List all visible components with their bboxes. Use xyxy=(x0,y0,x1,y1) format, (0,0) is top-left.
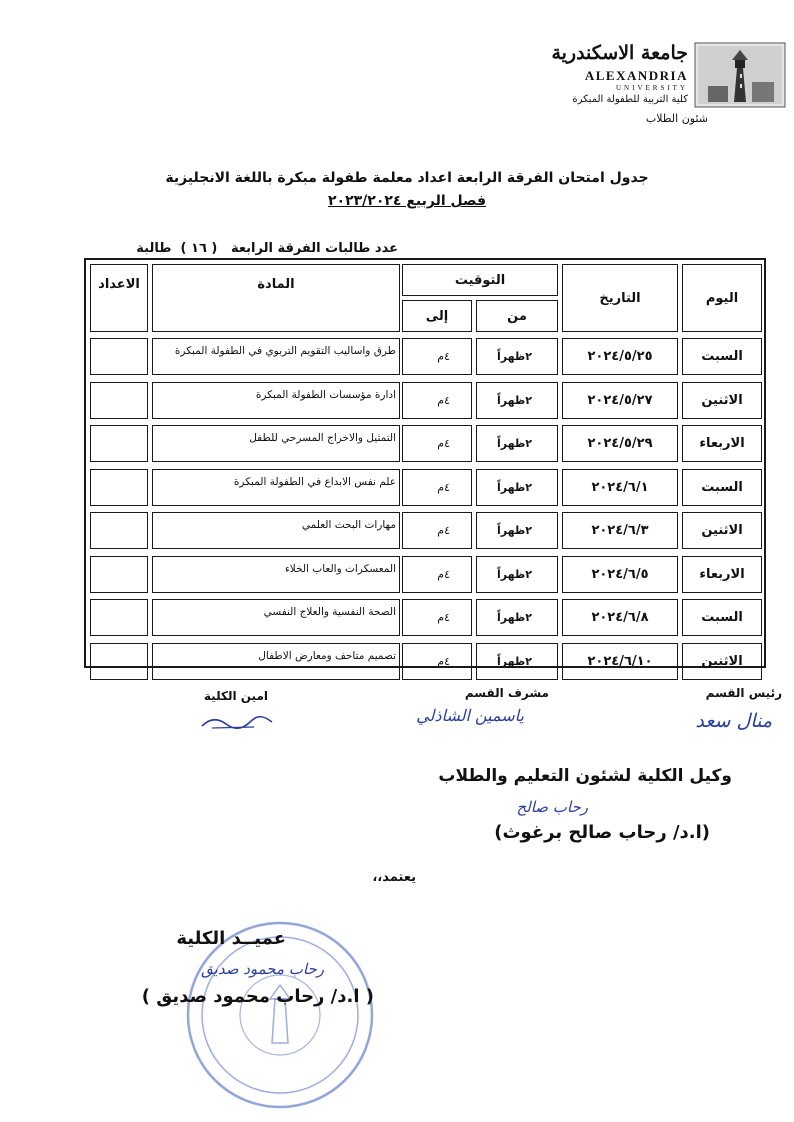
cell-day: الاثنين xyxy=(701,393,743,408)
cell-date: ٢٠٢٤/٦/٨ xyxy=(591,610,649,625)
cell-count xyxy=(90,469,148,506)
cell-subject: طرق واساليب التقويم التربوي في الطفولة المبكرة xyxy=(174,344,396,357)
cell-count xyxy=(90,643,148,680)
cell-to: ٤م xyxy=(437,481,450,494)
approved-label: يعتمد،، xyxy=(372,870,416,885)
university-name-ar: جامعة الاسكندرية xyxy=(551,42,688,64)
faculty-secretary-label: امين الكلية xyxy=(203,689,268,703)
cell-from: ٢ظهراً xyxy=(497,481,532,494)
dean-name: ( ا.د/ رحاب محمود صديق ) xyxy=(141,986,374,1007)
vice-dean-signature: رحاب صالح xyxy=(516,798,588,816)
faculty-secretary-signature-icon xyxy=(196,708,276,736)
vice-dean-title: وكيل الكلية لشئون التعليم والطلاب xyxy=(438,766,732,786)
cell-from: ٢ظهراً xyxy=(497,394,532,407)
cell-date: ٢٠٢٤/٦/٥ xyxy=(591,567,649,582)
semester-title xyxy=(0,193,794,209)
cell-day: الاربعاء xyxy=(699,567,745,582)
cell-count xyxy=(90,512,148,549)
head-of-department-signature: منال سعد xyxy=(695,710,772,732)
cell-count xyxy=(90,425,148,462)
dean-signature: رحاب محمود صديق xyxy=(201,960,324,978)
cell-day: الاثنين xyxy=(701,523,743,538)
department-supervisor-label: مشرف القسم xyxy=(464,686,549,700)
cell-day: الاربعاء xyxy=(699,436,745,451)
cell-day: السبت xyxy=(701,610,743,625)
cell-count xyxy=(90,599,148,636)
head-of-department-label: رئيس القسم xyxy=(705,686,782,700)
header-day: اليوم xyxy=(705,290,739,306)
cell-subject: التمثيل والاخراج المسرحي للطفل xyxy=(249,431,396,444)
cell-date: ٢٠٢٤/٦/١ xyxy=(591,480,649,495)
university-name-en: ALEXANDRIA xyxy=(584,68,688,83)
cell-day: الاثنين xyxy=(701,654,743,669)
cell-from: ٢ظهراً xyxy=(497,350,532,363)
header-count: الاعداد xyxy=(98,276,140,292)
faculty-name: كلية التربية للطفولة المبكرة xyxy=(572,94,688,105)
header-timing: التوقيت xyxy=(454,272,506,288)
university-logo xyxy=(551,42,786,112)
cell-date: ٢٠٢٤/٦/١٠ xyxy=(587,654,653,669)
exam-schedule-table xyxy=(84,258,766,668)
cell-date: ٢٠٢٤/٥/٢٥ xyxy=(587,349,653,364)
vice-dean-name: (ا.د/ رحاب صالح برغوث) xyxy=(494,822,710,843)
cell-count xyxy=(90,556,148,593)
cell-from: ٢ظهراً xyxy=(497,611,532,624)
cell-count xyxy=(90,338,148,375)
student-count-value: ( ١٦ ) xyxy=(180,241,218,256)
department-supervisor-signature: ياسمين الشاذلي xyxy=(416,706,524,725)
header-date: التاريخ xyxy=(599,290,641,306)
cell-count xyxy=(90,382,148,419)
semester-title-text: فصل الربيع ٢٠٢٣/٢٠٢٤ xyxy=(328,193,486,209)
cell-to: ٤م xyxy=(437,524,450,537)
cell-to: ٤م xyxy=(437,350,450,363)
cell-from: ٢ظهراً xyxy=(497,524,532,537)
student-count-unit: طالبة xyxy=(136,241,172,256)
cell-subject: علم نفس الابداع في الطفولة المبكرة xyxy=(233,475,396,488)
cell-date: ٢٠٢٤/٥/٢٧ xyxy=(587,393,653,408)
cell-subject: مهارات البحث العلمي xyxy=(301,518,396,531)
cell-subject: تصميم متاحف ومعارض الاطفال xyxy=(258,649,396,662)
department-name: شئون الطلاب xyxy=(645,112,708,125)
cell-to: ٤م xyxy=(437,394,450,407)
cell-date: ٢٠٢٤/٦/٣ xyxy=(591,523,649,538)
university-subtitle-en: UNIVERSITY xyxy=(616,84,688,92)
cell-subject: المعسكرات والعاب الخلاء xyxy=(284,562,396,575)
cell-subject: الصحة النفسية والعلاج النفسي xyxy=(263,605,396,618)
cell-subject: ادارة مؤسسات الطفولة المبكرة xyxy=(255,388,396,401)
header-to: إلى xyxy=(425,308,449,324)
cell-date: ٢٠٢٤/٥/٢٩ xyxy=(587,436,653,451)
student-count-line xyxy=(136,241,398,256)
lighthouse-logo-icon xyxy=(694,42,786,108)
cell-to: ٤م xyxy=(437,437,450,450)
cell-from: ٢ظهراً xyxy=(497,655,532,668)
header-from: من xyxy=(507,308,527,324)
cell-from: ٢ظهراً xyxy=(497,568,532,581)
cell-day: السبت xyxy=(701,480,743,495)
header-subject: المادة xyxy=(257,276,295,292)
cell-to: ٤م xyxy=(437,655,450,668)
cell-to: ٤م xyxy=(437,611,450,624)
page-title: جدول امتحان الفرقة الرابعة اعداد معلمة طفولة مبكرة باللغة الانجليزية xyxy=(165,170,649,186)
student-count-label: عدد طالبات الفرقة الرابعة xyxy=(230,241,398,256)
cell-to: ٤م xyxy=(437,568,450,581)
cell-day: السبت xyxy=(701,349,743,364)
dean-title: عميــد الكلية xyxy=(176,928,286,949)
cell-from: ٢ظهراً xyxy=(497,437,532,450)
